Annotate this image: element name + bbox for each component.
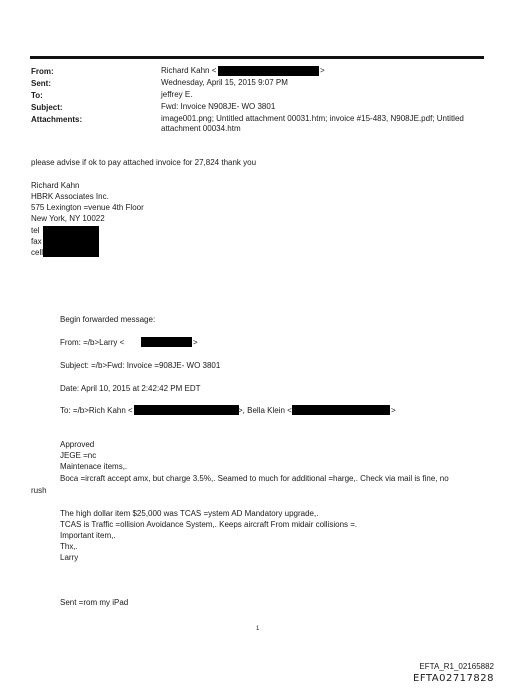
forward-to-end: > bbox=[391, 406, 396, 415]
forward-to-start: To: =/b>Rich Kahn < bbox=[60, 406, 133, 415]
signature-cell: cell bbox=[31, 248, 44, 257]
forward-line-tcas-item: The high dollar item $25,000 was TCAS =ystem AD Mandatory upgrade,. bbox=[60, 509, 319, 518]
message-text: please advise if ok to pay attached invoice for 27,824 thank you bbox=[31, 158, 257, 167]
header-rule bbox=[30, 56, 484, 59]
from-label: From: bbox=[31, 67, 54, 76]
from-value bbox=[161, 66, 216, 76]
signature-company: HBRK Associates Inc. bbox=[31, 192, 109, 201]
forward-date: Date: April 10, 2015 at 2:42:42 PM EDT bbox=[60, 384, 201, 393]
signature-name: Richard Kahn bbox=[31, 181, 80, 190]
signature-address-1: 575 Lexington =venue 4th Floor bbox=[31, 203, 144, 212]
redaction-forward-to-1 bbox=[134, 405, 239, 415]
redaction-from-email bbox=[218, 66, 319, 76]
to-label: To: bbox=[31, 91, 43, 100]
redaction-forward-from bbox=[141, 337, 192, 347]
forward-subject: Subject: =/b>Fwd: Invoice =908JE- WO 3801 bbox=[60, 361, 221, 370]
forward-line-boca: Boca =ircraft accept amx, but charge 3.5%,. Seamed to much for additional =harge,. Check via mail is fine, no bbox=[60, 474, 449, 483]
forward-line-larry: Larry bbox=[60, 553, 79, 562]
from-name: Richard Kahn < bbox=[161, 66, 217, 75]
signature-fax: fax bbox=[31, 237, 42, 246]
forward-to-mid: >, Bella Klein < bbox=[238, 406, 292, 415]
forward-line-maintenance: Maintenace items,. bbox=[60, 462, 128, 471]
signature-address-2: New York, NY 10022 bbox=[31, 214, 105, 223]
forward-from-end: > bbox=[193, 338, 198, 347]
attachments-line-2: attachment 00034.htm bbox=[161, 124, 241, 133]
page-number: 1 bbox=[256, 626, 260, 632]
forward-line-jege: JEGE =nc bbox=[60, 451, 97, 460]
forward-line-rush: rush bbox=[31, 486, 47, 495]
redaction-forward-to-2 bbox=[292, 405, 390, 415]
attachments-line-1: image001.png; Untitled attachment 00031.htm; invoice #15-483, N908JE.pdf; Untitled bbox=[161, 114, 464, 123]
forward-from: From: =/b>Larry < bbox=[60, 338, 125, 347]
forward-line-tcas-def: TCAS is Traffic =ollision Avoidance System,. Keeps aircraft From midair collisions =. bbox=[60, 520, 358, 529]
footer-ref-1: EFTA_R1_02165882 bbox=[419, 662, 494, 671]
signature-tel: tel bbox=[31, 226, 40, 235]
forward-line-important: Important item,. bbox=[60, 531, 116, 540]
subject-label: Subject: bbox=[31, 103, 63, 112]
redaction-phone-numbers bbox=[43, 226, 99, 257]
forward-line-thx: Thx,. bbox=[60, 542, 78, 551]
sent-value: Wednesday, April 15, 2015 9:07 PM bbox=[161, 78, 288, 87]
from-end: > bbox=[320, 66, 325, 75]
subject-value: Fwd: Invoice N908JE- WO 3801 bbox=[161, 102, 276, 111]
attachments-label: Attachments: bbox=[31, 115, 83, 124]
to-value: jeffrey E. bbox=[161, 90, 193, 99]
footer-ref-2: EFTA02717828 bbox=[413, 673, 494, 684]
forward-line-approved: Approved bbox=[60, 440, 95, 449]
forward-begin: Begin forwarded message: bbox=[60, 315, 156, 324]
sent-label: Sent: bbox=[31, 79, 51, 88]
forward-sent-from: Sent =rom my iPad bbox=[60, 598, 129, 607]
